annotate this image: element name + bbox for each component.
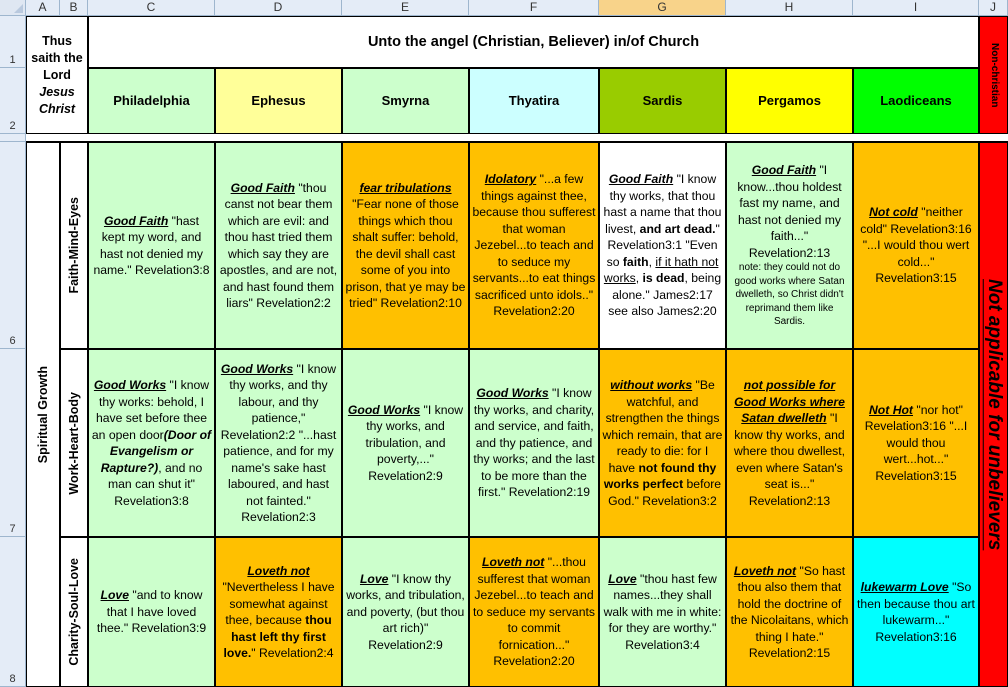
- column-header-g[interactable]: G: [599, 0, 726, 16]
- keyword: Good Faith: [230, 180, 295, 195]
- row-header-2[interactable]: [0, 68, 26, 134]
- cell-f8[interactable]: [469, 537, 599, 687]
- row-header-6[interactable]: [0, 142, 26, 349]
- column-header-j[interactable]: J: [979, 0, 1008, 16]
- row-number: 8: [9, 673, 16, 685]
- jesus-line-2: Christ: [38, 101, 76, 116]
- keyword: Loveth not: [482, 555, 545, 570]
- row-header-hidden[interactable]: [0, 134, 26, 142]
- verse-text: "nor hot" Revelation3:16 "...I would thou wert...hot..." Revelation3:15: [864, 402, 968, 483]
- verse-text: before God." Revelation3:2: [608, 477, 722, 508]
- keyword: Loveth not: [733, 563, 797, 578]
- church-laodiceans[interactable]: [853, 68, 979, 134]
- church-name: Pergamos: [758, 92, 821, 108]
- verse-emphasis: and art dead.: [639, 221, 716, 236]
- charity-soul-love-cell[interactable]: [60, 537, 88, 687]
- verse-text: "I know thy works, and where thou dwellest, even where Satan's seat is..." Revelation2:13: [733, 411, 846, 508]
- church-name: Sardis: [642, 92, 683, 108]
- verse-text: "thou hast few names...they shall walk with me in white: for they are worthy." Revelation3:4: [603, 571, 722, 652]
- cell-h7[interactable]: [726, 349, 853, 537]
- work-heart-body-cell[interactable]: [60, 349, 88, 537]
- note-text: note: they could not do good works where Satan dwelleth, so Christ didn't reprimand them like Sardis.: [734, 262, 845, 328]
- row-number: 2: [9, 120, 16, 132]
- cell-f6[interactable]: [469, 142, 599, 349]
- keyword: without works: [610, 378, 693, 392]
- main-title: Unto the angel (Christian, Believer) in/of Church: [367, 33, 700, 50]
- spiritual-growth-cell[interactable]: [26, 142, 60, 687]
- keyword: Loveth not: [247, 563, 310, 578]
- keyword: Not Hot: [869, 402, 913, 417]
- jesus-line-1: Jesus: [39, 84, 75, 99]
- church-name: Laodiceans: [880, 92, 952, 108]
- verse-text: "I know thy works: behold, I have set before thee an open door: [91, 378, 210, 442]
- verse-emphasis: (Door of Evangelism or Rapture?): [100, 427, 212, 475]
- non-christian-label: Non-christian: [988, 42, 1000, 108]
- verse-text: ,: [635, 271, 643, 286]
- column-header-c[interactable]: C: [88, 0, 215, 16]
- keyword: Good Works: [220, 361, 294, 376]
- not-applicable-cell[interactable]: [979, 142, 1008, 687]
- main-title-cell[interactable]: [88, 16, 979, 68]
- cell-e8[interactable]: [342, 537, 469, 687]
- keyword: Good Works: [93, 378, 167, 392]
- cell-c7[interactable]: [88, 349, 215, 537]
- church-pergamos[interactable]: [726, 68, 853, 134]
- keyword: Good Faith: [751, 163, 817, 178]
- faith-mind-eyes-label: Faith-Mind-Eyes: [66, 197, 81, 294]
- church-name: Thyatira: [508, 92, 560, 108]
- verse-text: "thou canst not bear them which are evil: and thou hast tried them which say they are apostles, and are not, and hast found them liars" Revelation2:2: [219, 180, 338, 310]
- thus-line-1: Thus: [42, 33, 72, 48]
- verse-text: "So hast thou also them that hold the doctrine of the Nicolaitans, which thing I hate." Revelation2:15: [730, 563, 849, 660]
- church-smyrna[interactable]: [342, 68, 469, 134]
- keyword: Love: [100, 588, 129, 603]
- verse-emphasis: thou hast left thy first love.: [223, 613, 332, 660]
- not-applicable-label: Not applicable for unbelievers: [983, 278, 1005, 551]
- keyword: Good Works: [347, 402, 421, 417]
- row-header-7[interactable]: [0, 349, 26, 537]
- keyword: lukewarm Love: [860, 580, 949, 594]
- column-header-i[interactable]: I: [853, 0, 979, 16]
- thus-line-2: saith the: [31, 50, 83, 65]
- select-all-corner[interactable]: [0, 0, 26, 16]
- column-header-e[interactable]: E: [342, 0, 469, 16]
- cell-e7[interactable]: [342, 349, 469, 537]
- spiritual-growth-label: Spiritual Growth: [35, 365, 50, 464]
- cell-i7[interactable]: [853, 349, 979, 537]
- cell-i6[interactable]: [853, 142, 979, 349]
- verse-text: "hast kept my word, and hast not denied my name." Revelation3:8: [93, 213, 210, 277]
- cell-h6[interactable]: [726, 142, 853, 349]
- cell-d8[interactable]: [215, 537, 342, 687]
- verse-text: "Nevertheless I have somewhat against thee, because: [222, 580, 335, 627]
- church-name: Philadelphia: [113, 92, 190, 108]
- verse-text: "I know thy works, and charity, and service, and faith, and thy patience, and thy works; and the last to be more than the first." Revelation2:19: [473, 386, 595, 500]
- verse-text: "Be watchful, and strengthen the things which remain, that are ready to die: for I have: [602, 378, 723, 475]
- keyword: Idolatory: [484, 172, 537, 187]
- thus-saith-cell[interactable]: [26, 16, 88, 134]
- keyword: Good Faith: [103, 213, 169, 228]
- keyword: Love: [359, 571, 389, 586]
- verse-text: "...thou sufferest that woman Jezebel...to teach and to seduce my servants to commit fornication..." Revelation2:20: [473, 555, 595, 669]
- church-sardis[interactable]: [599, 68, 726, 134]
- verse-text: , and no man can shut it" Revelation3:8: [108, 460, 203, 508]
- cell-i8[interactable]: [853, 537, 979, 687]
- verse-text: "I know thy works, that thou hast a name that thou livest,: [603, 172, 722, 236]
- keyword: Love: [608, 571, 637, 586]
- cell-g6[interactable]: [599, 142, 726, 349]
- church-ephesus[interactable]: [215, 68, 342, 134]
- church-name: Ephesus: [251, 92, 306, 108]
- verse-text: "I know thy works, and tribulation, and poverty,..." Revelation2:9: [365, 402, 464, 483]
- cell-e6[interactable]: [342, 142, 469, 349]
- verse-text: "...a few things against thee, because thou sufferest that woman Jezebel...to teach and to seduce my servants...to eat things sacrificed unto idols.." Revelation2:20: [472, 172, 596, 319]
- column-header-a[interactable]: A: [26, 0, 60, 16]
- verse-text: "I know thy works, and tribulation, and poverty, (but thou art rich)" Revelation2:9: [346, 571, 465, 652]
- hidden-rows-gap: [26, 134, 1008, 142]
- row-header-8[interactable]: [0, 537, 26, 687]
- verse-text: " Revelation2:4: [251, 646, 334, 660]
- verse-underline: if it hath not works: [603, 254, 719, 286]
- cell-d7[interactable]: [215, 349, 342, 537]
- verse-text: "neither cold" Revelation3:16 "...I would thou wert cold..." Revelation3:15: [860, 205, 972, 286]
- faith-mind-eyes-cell[interactable]: [60, 142, 88, 349]
- non-christian-cell[interactable]: [979, 16, 1008, 134]
- cell-h8[interactable]: [726, 537, 853, 687]
- verse-emphasis: is dead: [642, 271, 685, 286]
- cell-g7[interactable]: [599, 349, 726, 537]
- column-header-f[interactable]: F: [469, 0, 599, 16]
- verse-emphasis: faith: [622, 254, 649, 269]
- row-header-1[interactable]: [0, 16, 26, 68]
- keyword: Not cold: [869, 205, 918, 220]
- verse-text: "I know thy works, and thy labour, and thy patience," Revelation2:2 "...hast patience, and for my name's sake hast laboured, and hast not fainted." Revelation2:3: [220, 361, 337, 524]
- church-philadelphia[interactable]: [88, 68, 215, 134]
- column-header-d[interactable]: D: [215, 0, 342, 16]
- work-heart-body-label: Work-Heart-Body: [66, 391, 81, 495]
- verse-text: ,: [648, 254, 656, 269]
- cell-c6[interactable]: [88, 142, 215, 349]
- keyword: fear tribulations: [359, 180, 452, 195]
- cell-g8[interactable]: [599, 537, 726, 687]
- verse-text: "Fear none of those things which thou shalt suffer: behold, the devil shall cast some of you into prison, that ye may be tried" Revelation2:10: [345, 197, 466, 310]
- verse-text: "I know...thou holdest fast my name, and hast not denied my faith..." Revelation2:13: [737, 163, 842, 260]
- verse-text: " Revelation3:1 "Even so: [606, 221, 720, 269]
- verse-text: "So then because thou art lukewarm..." Revelation3:16: [857, 580, 975, 644]
- row-number: 7: [9, 523, 16, 535]
- verse-text: , being alone." James2:17 see also James2:20: [608, 271, 722, 319]
- church-thyatira[interactable]: [469, 68, 599, 134]
- keyword: Good Faith: [608, 172, 674, 187]
- verse-text: "and to know that I have loved thee." Revelation3:9: [96, 588, 207, 636]
- column-header-b[interactable]: B: [60, 0, 88, 16]
- verse-emphasis: not found thy works perfect: [603, 460, 717, 491]
- cell-d6[interactable]: [215, 142, 342, 349]
- cell-f7[interactable]: [469, 349, 599, 537]
- row-number: 6: [9, 335, 16, 347]
- keyword: Good Works: [476, 386, 549, 401]
- church-name: Smyrna: [381, 92, 430, 108]
- keyword: not possible for Good Works where Satan dwelleth: [734, 378, 845, 425]
- column-header-h[interactable]: H: [726, 0, 853, 16]
- row-number: 1: [9, 54, 16, 66]
- thus-line-3: Lord: [43, 67, 71, 82]
- charity-soul-love-label: Charity-Soul-Love: [66, 558, 81, 666]
- cell-c8[interactable]: [88, 537, 215, 687]
